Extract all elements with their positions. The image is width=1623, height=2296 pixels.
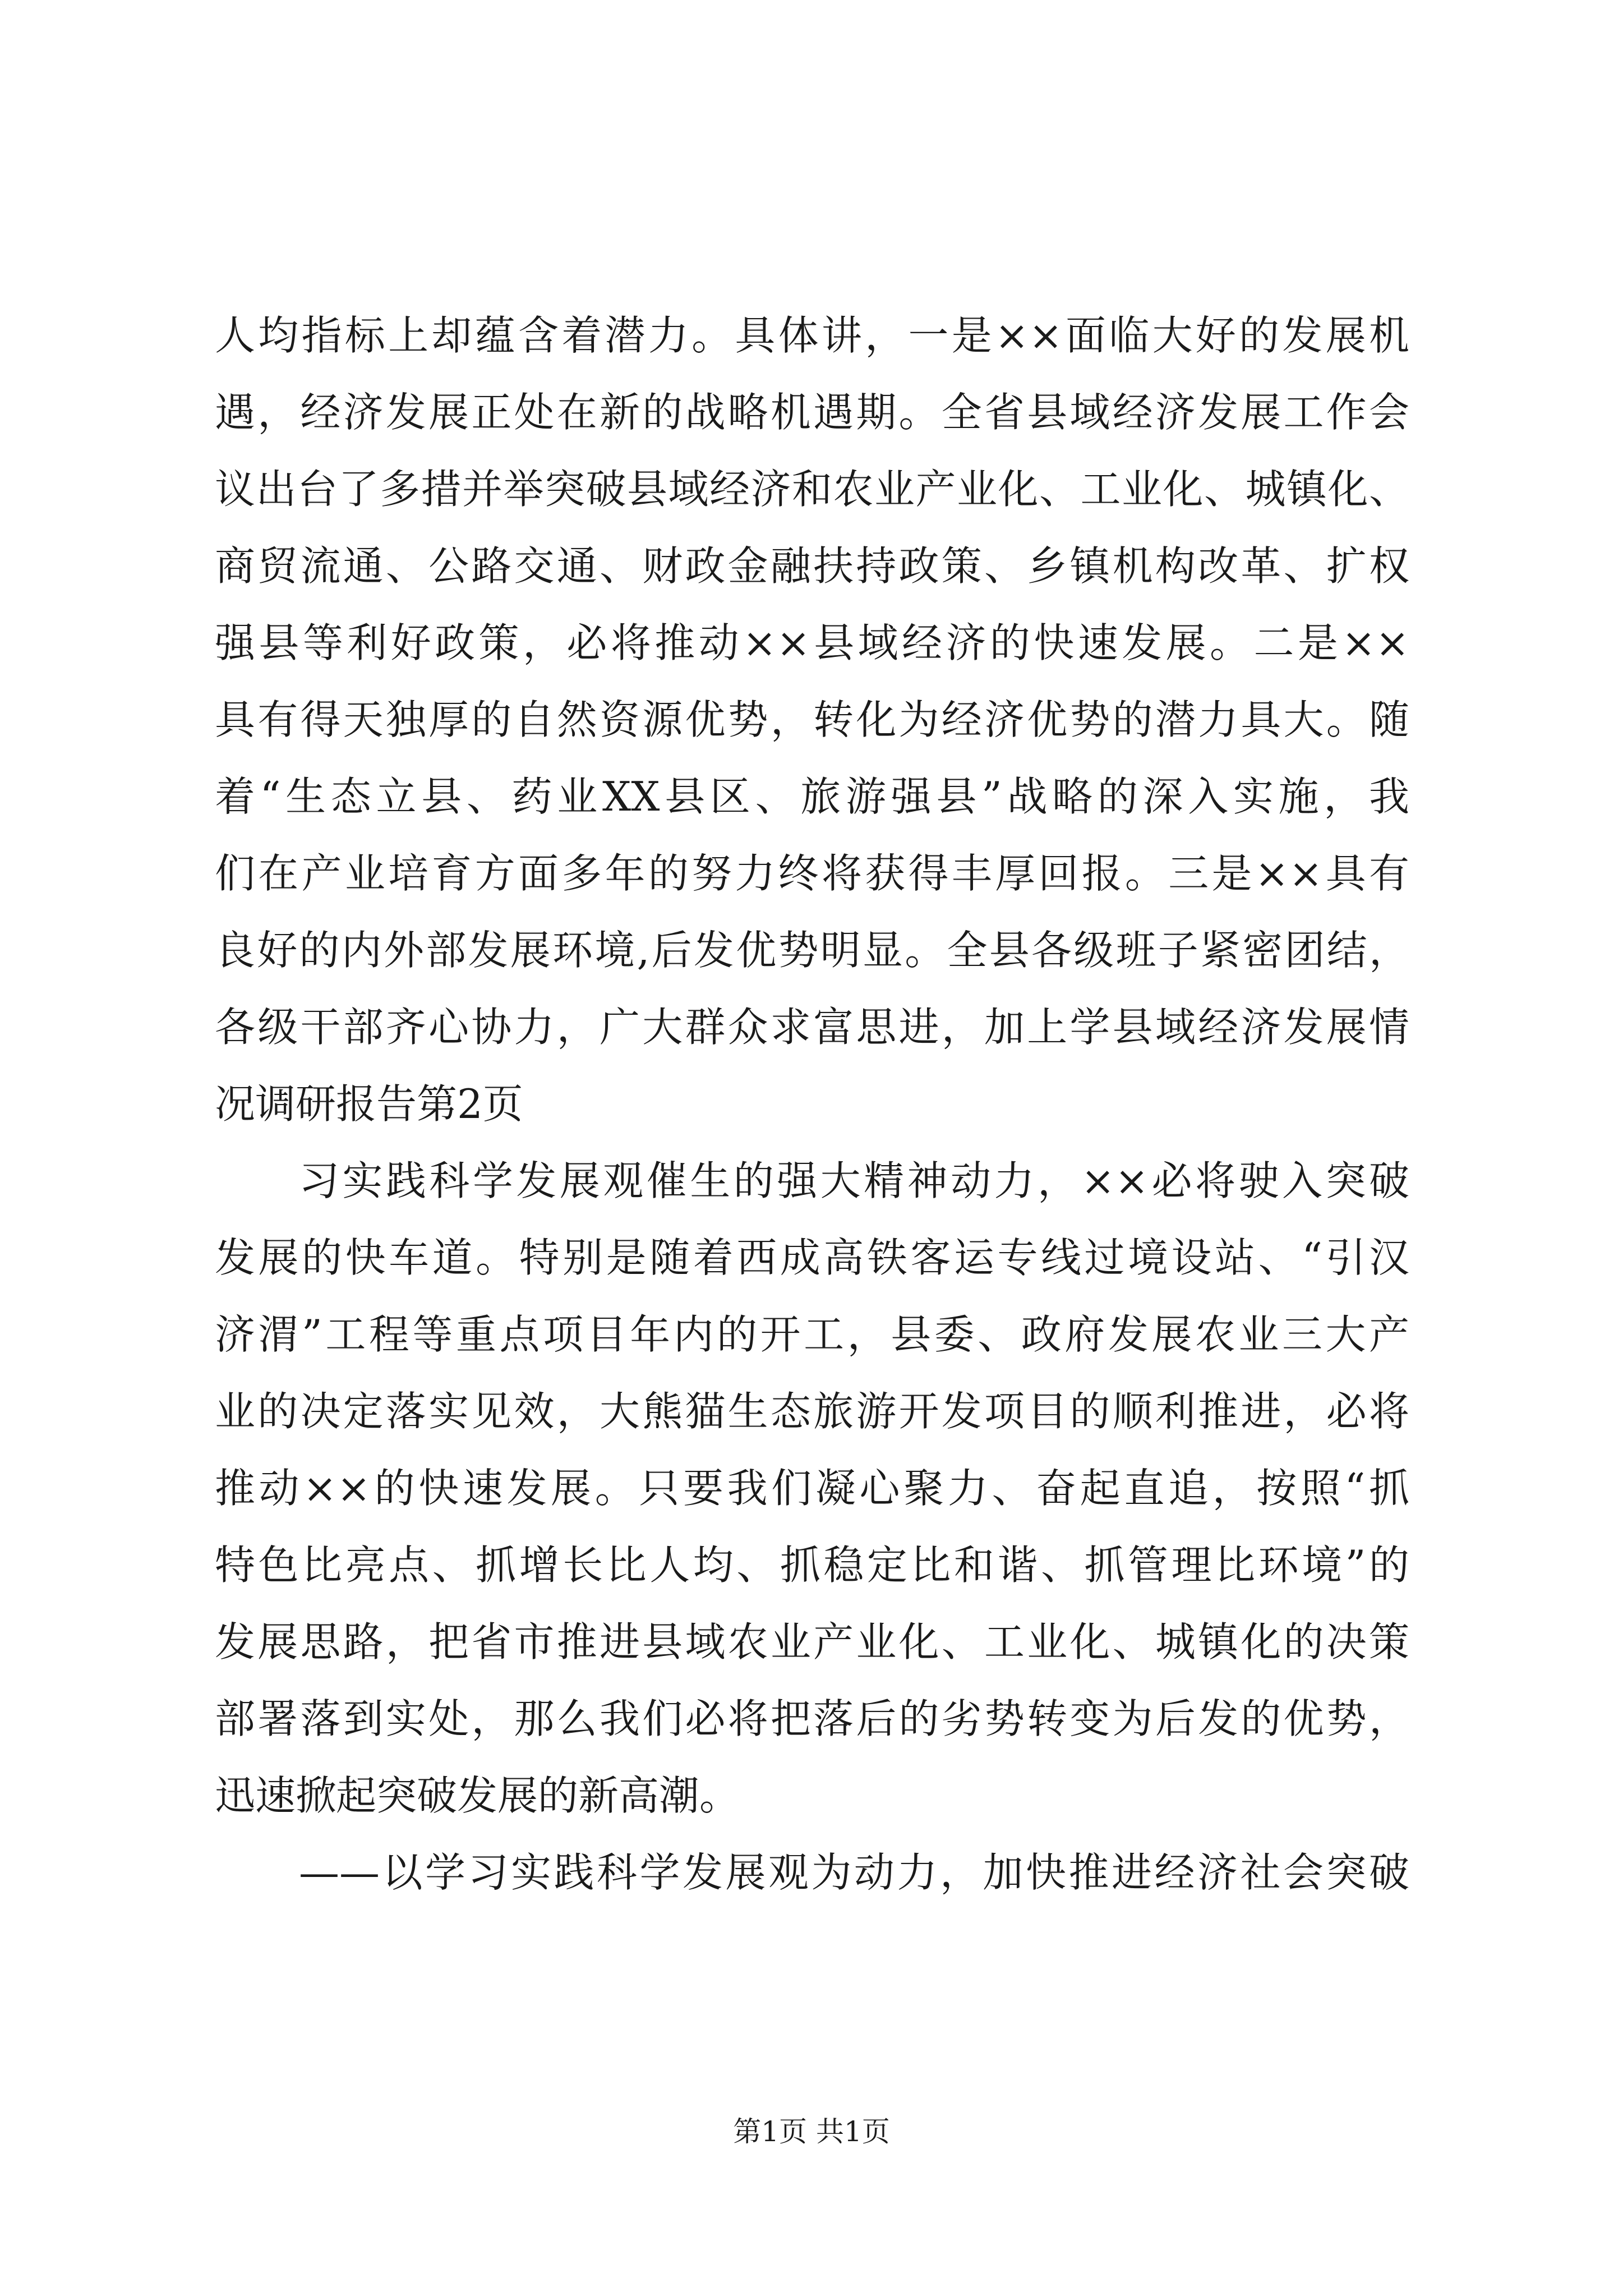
paragraph-first-line: 习实践科学发展观催生的强大精神动力，××必将驶入突破 — [299, 1157, 1409, 1204]
text-line: 具有得天独厚的自然资源优势，转化为经济优势的潜力具大。随 — [215, 696, 1409, 743]
text-line: 发展思路，把省市推进县域农业产业化、工业化、城镇化的决策 — [215, 1618, 1409, 1665]
paragraph-first-line: ——以学习实践科学发展观为动力，加快推进经济社会突破 — [299, 1849, 1409, 1896]
text-line: 推动××的快速发展。只要我们凝心聚力、奋起直追，按照“抓 — [215, 1465, 1409, 1512]
page-footer: 第1页 共1页 — [733, 2115, 890, 2148]
text-line: 业的决定落实见效，大熊猫生态旅游开发项目的顺利推进，必将 — [215, 1388, 1409, 1435]
text-line: 人均指标上却蕴含着潜力。具体讲，一是××面临大好的发展机 — [215, 312, 1409, 359]
text-line: 们在产业培育方面多年的努力终将获得丰厚回报。三是××具有 — [215, 850, 1409, 897]
text-line: 强县等利好政策，必将推动××县域经济的快速发展。二是×× — [215, 619, 1409, 666]
text-line: 着“生态立县、药业XX县区、旅游强县”战略的深入实施，我 — [215, 773, 1409, 820]
text-line: 济渭”工程等重点项目年内的开工，县委、政府发展农业三大产 — [215, 1311, 1409, 1358]
text-line: 良好的内外部发展环境,后发优势明显。全县各级班子紧密团结， — [215, 927, 1409, 974]
text-line: 商贸流通、公路交通、财政金融扶持政策、乡镇机构改革、扩权 — [215, 542, 1409, 590]
text-line: 发展的快车道。特别是随着西成高铁客运专线过境设站、“引汉 — [215, 1234, 1409, 1281]
text-line: 部署落到实处，那么我们必将把落后的劣势转变为后发的优势， — [215, 1695, 1409, 1742]
text-line: 议出台了多措并举突破县域经济和农业产业化、工业化、城镇化、 — [215, 466, 1409, 513]
text-line: 各级干部齐心协力，广大群众求富思进，加上学县域经济发展情 — [215, 1004, 1409, 1051]
text-line: 遇，经济发展正处在新的战略机遇期。全省县域经济发展工作会 — [215, 389, 1409, 436]
text-line: 特色比亮点、抓增长比人均、抓稳定比和谐、抓管理比环境”的 — [215, 1542, 1409, 1589]
text-line: 况调研报告第2页 — [215, 1080, 523, 1128]
document-body — [215, 297, 1409, 1911]
text-line: 迅速掀起突破发展的新高潮。 — [215, 1772, 740, 1819]
